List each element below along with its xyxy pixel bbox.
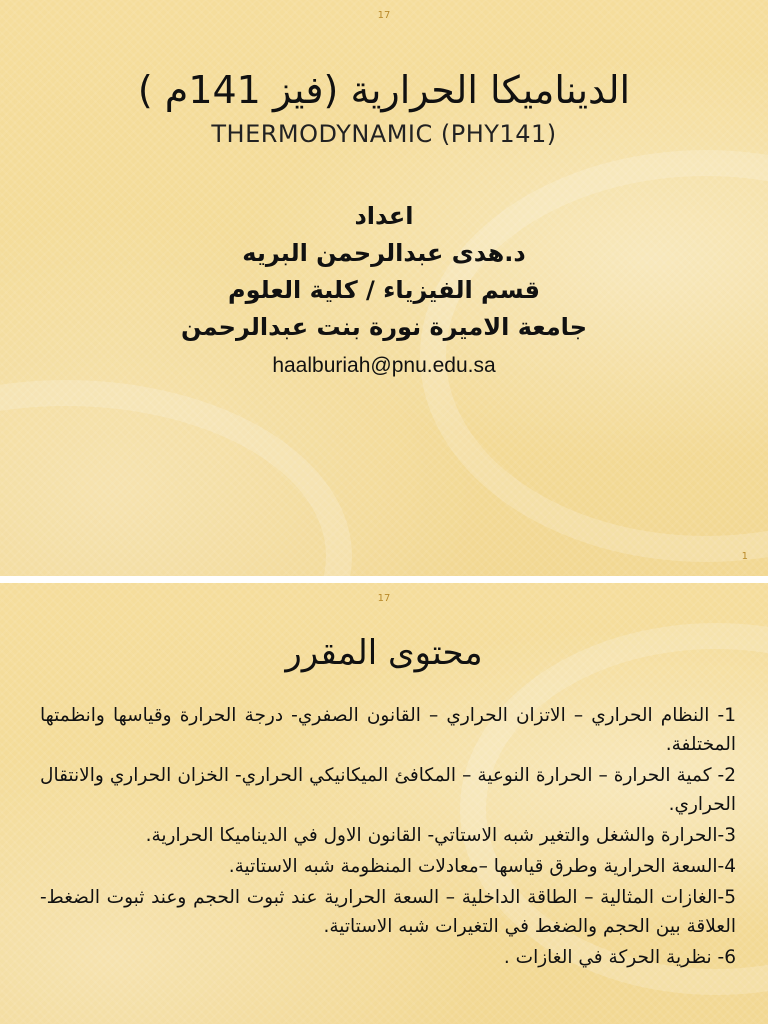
slide-top-number: 17 [377,10,391,21]
course-content-list [40,701,736,974]
slide-title: محتوى المقرر [285,633,483,673]
list-item: 6- نظرية الحركة في الغازات . [503,947,736,968]
university: جامعة الاميرة نورة بنت عبدالرحمن [180,313,587,341]
list-item: 5-الغازات المثالية – الطاقة الداخلية – السعة الحرارية عند ثبوت الحجم وعند ثبوت الضغط-العلاقة بين الحجم والضغط في التغيرات شبه الاستاتية. [40,887,736,937]
slide-title-arabic: الديناميكا الحرارية (فيز 141م ) [137,68,631,112]
list-item: 2- كمية الحرارة – الحرارة النوعية – المكافئ الميكانيكي الحراري- الخزان الحراري والانتقال الحراري. [40,765,736,815]
list-item: 4-السعة الحرارية وطرق قياسها –معادلات المنظومة شبه الاستاتية. [228,856,736,877]
author-email: haalburiah@pnu.edu.sa [272,354,496,377]
slide-page-number: 1 [741,551,748,562]
department: قسم الفيزياء / كلية العلوم [228,276,540,304]
list-item: 1- النظام الحراري – الاتزان الحراري – القانون الصفري- درجة الحرارة وقياسها وانظمتها المختلفة. [40,705,736,755]
background-swirl [0,380,352,576]
slide-separator [0,576,768,583]
author-name: د.هدى عبدالرحمن البريه [242,239,526,267]
slide-top-number: 17 [377,593,391,604]
list-item: 3-الحرارة والشغل والتغير شبه الاستاتي- القانون الاول في الديناميكا الحرارية. [145,825,736,846]
author-block [0,198,768,346]
slide-title-english: THERMODYNAMIC (PHY141) [211,120,557,148]
prepared-by-label: اعداد [354,202,414,230]
content-slide [0,583,768,1024]
